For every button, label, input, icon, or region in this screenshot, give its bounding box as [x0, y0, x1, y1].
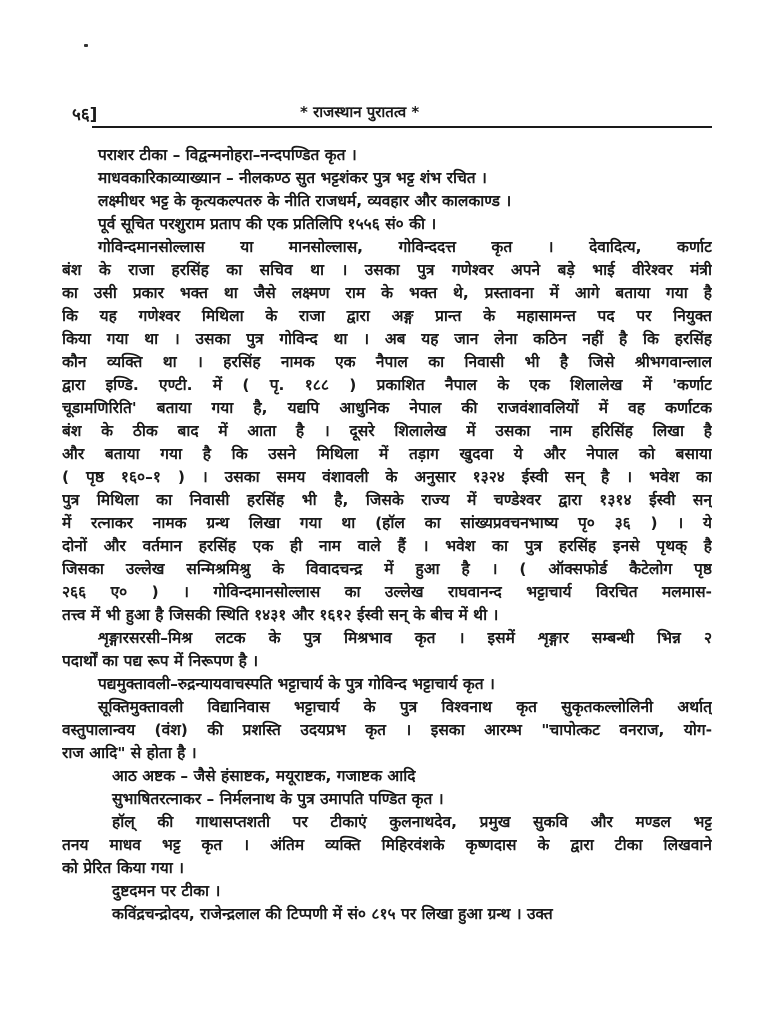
text-line: लक्ष्मीधर भट्ट के कृत्यकल्पतरु के नीति राजधर्म, व्यवहार और कालकाण्ड । [98, 192, 512, 210]
text-line: माधवकारिकाव्याख्यान – नीलकण्ठ सुत भट्टशंकर पुत्र भट्ट शंभ रचित । [98, 169, 487, 187]
text-line: और बताया गया है कि उसने मिथिला में तड़ाग खुदवा ये और नेपाल को बसाया [62, 445, 712, 463]
text-line: जिसका उल्लेख सन्मिश्रमिश्रु के विवादचन्द्र में हुआ है । ( ऑक्सफोर्ड कैटेलोग पृष्ठ [62, 560, 712, 578]
text-line: शृङ्गारसरसी–मिश्र लटक के पुत्र मिश्रभाव कृत । इसमें शृङ्गार सम्बन्धी भिन्न २ [98, 629, 712, 647]
running-title: * राजस्थान पुरातत्व * [300, 103, 420, 121]
text-line: पद्यमुक्तावली–रुद्रन्यायवाचस्पति भट्टाचार्य के पुत्र गोविन्द भट्टाचार्य कृत । [98, 675, 495, 693]
text-line: बंश के राजा हरसिंह का सचिव था । उसका पुत्र गणेश्वर अपने बड़े भाई वीरेश्वर मंत्री [62, 261, 712, 279]
header-rule [92, 126, 712, 128]
text-line: वस्तुपालान्वय (वंश) की प्रशस्ति उदयप्रभ कृत । इसका आरम्भ "चापोत्कट वनराज, योग- [62, 721, 712, 739]
text-line: पुत्र मिथिला का निवासी हरसिंह भी है, जिसके राज्य में चण्डेश्वर द्वारा १३१४ ईस्वी सन् [62, 491, 712, 509]
text-line: आठ अष्टक – जैसे हंसाष्टक, मयूराष्टक, गजाष्टक आदि [112, 767, 416, 785]
text-line: राज आदि" से होता है । [62, 744, 197, 762]
text-line: सूक्तिमुक्तावली विद्यानिवास भट्टाचार्य के पुत्र विश्वनाथ कृत सुकृतकल्लोलिनी अर्थात् [98, 698, 712, 716]
text-line: कि यह गणेश्वर मिथिला के राजा द्वारा अङ्ग प्रान्त के महासामन्त पद पर नियुक्त [62, 307, 712, 325]
text-line: द्वारा इण्डि. एण्टी. में ( पृ. १८८ ) प्रकाशित नैपाल के एक शिलालेख में 'कर्णाट [62, 376, 712, 394]
text-line: २६६ ए० ) । गोविन्दमानसोल्लास का उल्लेख राघवानन्द भट्टाचार्य विरचित मलमास- [62, 583, 712, 601]
text-line: पदार्थों का पद्य रूप में निरूपण है । [62, 652, 259, 670]
text-line: का उसी प्रकार भक्त था जैसे लक्ष्मण राम के भक्त थे, प्रस्तावना में आगे बताया गया है [62, 284, 712, 302]
text-line: चूडामणिरिति' बताया गया है, यद्यपि आधुनिक नेपाल की राजवंशावलियों में वह कर्णाटक [62, 399, 712, 417]
text-line: दोनों और वर्तमान हरसिंह एक ही नाम वाले हैं । भवेश का पुत्र हरसिंह इनसे पृथक् है [62, 537, 712, 555]
text-line: हॉल् की गाथासप्तशती पर टीकाएं कुलनाथदेव, प्रमुख सुकवि और मण्डल भट्ट [112, 813, 712, 831]
text-line: गोविन्दमानसोल्लास या मानसोल्लास, गोविन्ददत्त कृत । देवादित्य, कर्णाट [98, 238, 712, 256]
page-header [70, 96, 710, 130]
text-line: किया गया था । उसका पुत्र गोविन्द था । अब यह जान लेना कठिन नहीं है कि हरसिंह [62, 330, 712, 348]
text-line: पूर्व सूचित परशुराम प्रताप की एक प्रतिलिपि १५५६ सं० की । [98, 215, 437, 233]
text-line: बंश के ठीक बाद में आता है । दूसरे शिलालेख में उसका नाम हरिसिंह लिखा है [62, 422, 712, 440]
text-line: तनय माधव भट्ट कृत । अंतिम व्यक्ति मिहिरवंशके कृष्णदास के द्वारा टीका लिखवाने [62, 836, 712, 854]
page-number: ५६] [72, 105, 98, 125]
text-line: तत्त्व में भी हुआ है जिसकी स्थिति १४३१ और १६१२ ईस्वी सन् के बीच में थी । [62, 606, 499, 624]
text-line: को प्रेरित किया गया । [62, 859, 185, 877]
text-line: सुभाषितरत्नाकर – निर्मलनाथ के पुत्र उमापति पण्डित कृत । [112, 790, 444, 808]
text-line: ( पृष्ठ १६०–१ ) । उसका समय वंशावली के अनुसार १३२४ ईस्वी सन् है । भवेश का [62, 468, 712, 486]
text-line: कविंद्रचन्द्रोदय, राजेन्द्रलाल की टिप्पणी में सं० ८१५ पर लिखा हुआ ग्रन्थ । उक्त [112, 905, 553, 923]
text-line: दुष्टदमन पर टीका । [112, 882, 221, 900]
text-line: पराशर टीका – विद्वन्मनोहरा–नन्दपण्डित कृत । [98, 146, 357, 164]
body-text [62, 144, 712, 926]
text-line: कौन व्यक्ति था । हरसिंह नामक एक नैपाल का निवासी भी है जिसे श्रीभगवान्लाल [62, 353, 712, 371]
scan-speck [84, 44, 88, 47]
text-line: में रत्नाकर नामक ग्रन्थ लिखा गया था (हॉल का सांख्यप्रवचनभाष्य पृ० ३६ ) । ये [62, 514, 712, 532]
